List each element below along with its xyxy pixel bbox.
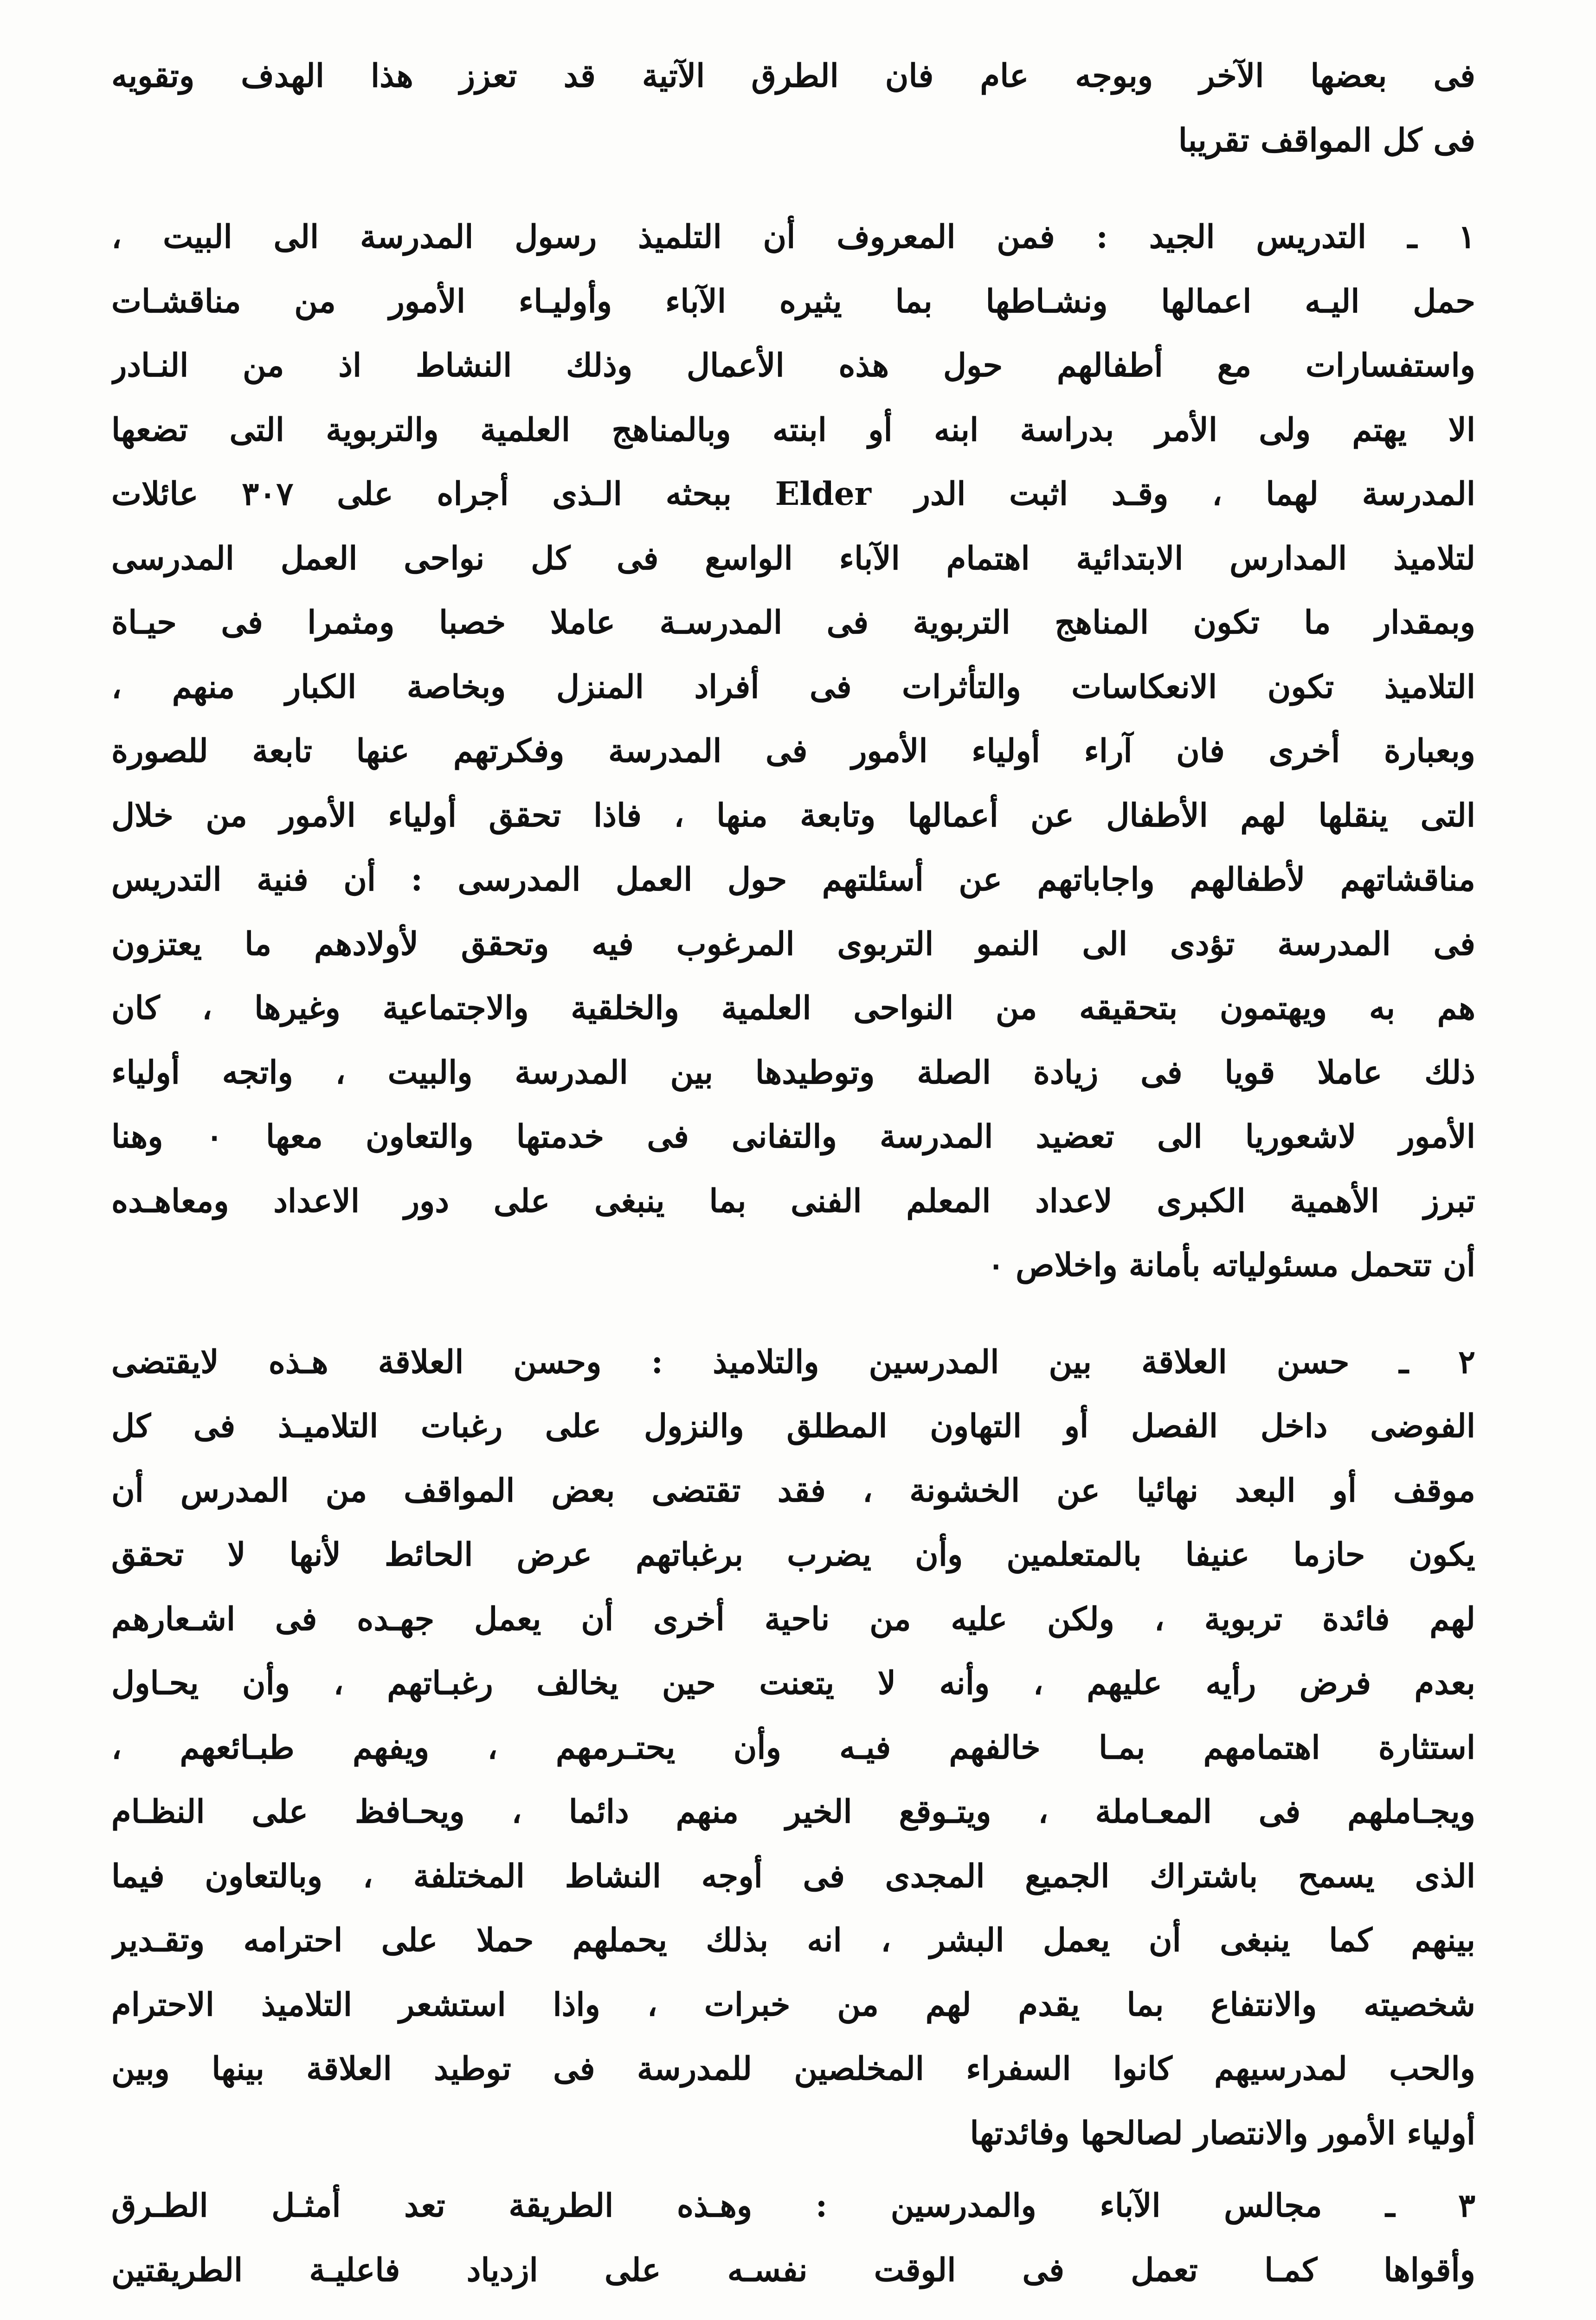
section-3-paragraph (111, 2174, 1475, 2302)
text-line: الأمور لاشعوريا الى تعضيد المدرسة والتفانى فى خدمتها والتعاون معها ٠ وهنا (111, 1118, 1475, 1155)
text-line: حمل اليـه اعمالها ونشـاطها بما يثيره الآباء وأوليـاء الأمور من مناقشـات (111, 282, 1475, 320)
text-line: موقف أو البعد نهائيا عن الخشونة ، فقد تقتضى بعض المواقف من المدرس أن (111, 1471, 1475, 1509)
text-line: التى ينقلها لهم الأطفال عن أعمالها وتابعة منها ، فاذا تحقق أولياء الأمور من خلال (111, 796, 1475, 834)
section-1-heading: ١ ـ التدريس الجيد : (1096, 218, 1475, 256)
text-line: شخصيته والانتفاع بما يقدم لهم من خبرات ، واذا استشعر التلاميذ الاحترام (111, 1985, 1475, 2024)
text-line: التلاميذ تكون الانعكاسات والتأثرات فى أفراد المنزل وبخاصة الكبار منهم ، (111, 668, 1475, 706)
text-line: ذلك عاملا قويا فى زيادة الصلة وتوطيدها بين المدرسة والبيت ، واتجه أولياء (111, 1053, 1475, 1091)
intro-paragraph (111, 44, 1475, 173)
text-line: الا يهتم ولى الأمر بدراسة ابنه أو ابنته وبالمناهج العلمية والتربوية التى تضعها (111, 411, 1475, 449)
text-line: بينهم كما ينبغى أن يعمل البشر ، انه بذلك يحملهم حملا على احترامه وتقـدير (111, 1921, 1475, 1959)
text-line: الذى يسمح باشتراك الجميع المجدى فى أوجه النشاط المختلفة ، وبالتعاون فيما (111, 1857, 1475, 1895)
text-line: وبعبارة أخرى فان آراء أولياء الأمور فى المدرسة وفكرتهم عنها تابعة للصورة (111, 732, 1475, 770)
text-span: وحسن العلاقة هـذه لايقتضى (111, 1343, 651, 1381)
text-line: وبمقدار ما تكون المناهج التربوية فى المدرسـة عاملا خصبا ومثمرا فى حيـاة (111, 604, 1475, 641)
text-line (111, 205, 1475, 270)
text-line: ويجـاملهم فى المعـاملة ، ويتـوقع الخير منهم دائما ، ويحـافظ على النظـام (111, 1793, 1475, 1830)
section-2-paragraph (111, 1330, 1475, 2166)
text-line: المدرسة لهما ، وقـد اثبت الدر Elder ببحثه الـذى أجراه على ٣٠٧ عائلات (111, 475, 1475, 513)
text-line: لتلاميذ المدارس الابتدائية اهتمام الآباء الواسع فى كل نواحى العمل المدرسى (111, 539, 1475, 577)
text-line: فى المدرسة تؤدى الى النمو التربوى المرغوب فيه وتحقق لأولادهم ما يعتزون (111, 925, 1475, 963)
section-3-heading: ٣ ـ مجالس الآباء والمدرسين : (815, 2187, 1475, 2224)
text-line: مناقشاتهم لأطفالهم واجاباتهم عن أسئلتهم حول العمل المدرسى : أن فنية التدريس (111, 861, 1475, 898)
text-line: بعدم فرض رأيه عليهم ، وأنه لا يتعنت حين يخالف رغبـاتهم ، وأن يحـاول (111, 1664, 1475, 1702)
text-line: يكون حازما عنيفا بالمتعلمين وأن يضرب برغباتهم عرض الحائط لأنها لا تحقق (111, 1536, 1475, 1573)
text-line: لهم فائدة تربوية ، ولكن عليه من ناحية أخرى أن يعمل جهـده فى اشـعارهم (111, 1600, 1475, 1638)
text-line: فى بعضها الآخر وبوجه عام فان الطرق الآتية قد تعزز هذا الهدف وتقويه (111, 57, 1475, 95)
text-line: هم به ويهتمون بتحقيقه من النواحى العلمية والخلقية والاجتماعية وغيرها ، كان (111, 989, 1475, 1027)
text-line: الفوضى داخل الفصل أو التهاون المطلق والنزول على رغبات التلاميـذ فى كل (111, 1407, 1475, 1445)
text-span: وهـذه الطريقة تعد أمثـل الطـرق (111, 2187, 816, 2224)
text-line: والحب لمدرسيهم كانوا السفراء المخلصين للمدرسة فى توطيد العلاقة بينها وبين (111, 2050, 1475, 2088)
text-line: أن تتحمل مسئولياته بأمانة واخلاص ٠ (987, 1246, 1475, 1284)
text-line: واستفسارات مع أطفالهم حول هذه الأعمال وذلك النشاط اذ من النـادر (111, 347, 1475, 384)
text-line: استثارة اهتمامهم بمـا خالفهم فيـه وأن يحتـرمهم ، ويفهم طبـائعهم ، (111, 1728, 1475, 1766)
text-line: تبرز الأهمية الكبرى لاعداد المعلم الفنى بما ينبغى على دور الاعداد ومعاهـده (111, 1182, 1475, 1220)
text-line (111, 2174, 1475, 2238)
section-2-heading: ٢ ـ حسن العلاقة بين المدرسين والتلاميذ : (651, 1343, 1475, 1381)
text-line: وأقواها كمـا تعمل فى الوقت نفسـه على ازدياد فاعليـة الطريقتين (111, 2251, 1475, 2289)
text-span: فمن المعروف أن التلميذ رسول المدرسة الى البيت ، (111, 218, 1096, 256)
section-1-paragraph (111, 205, 1475, 1298)
text-line (111, 1330, 1475, 1395)
text-line: أولياء الأمور والانتصار لصالحها وفائدتها (970, 2114, 1475, 2152)
page-body (111, 44, 1475, 2302)
text-line: فى كل المواقف تقريبا (1178, 121, 1475, 159)
